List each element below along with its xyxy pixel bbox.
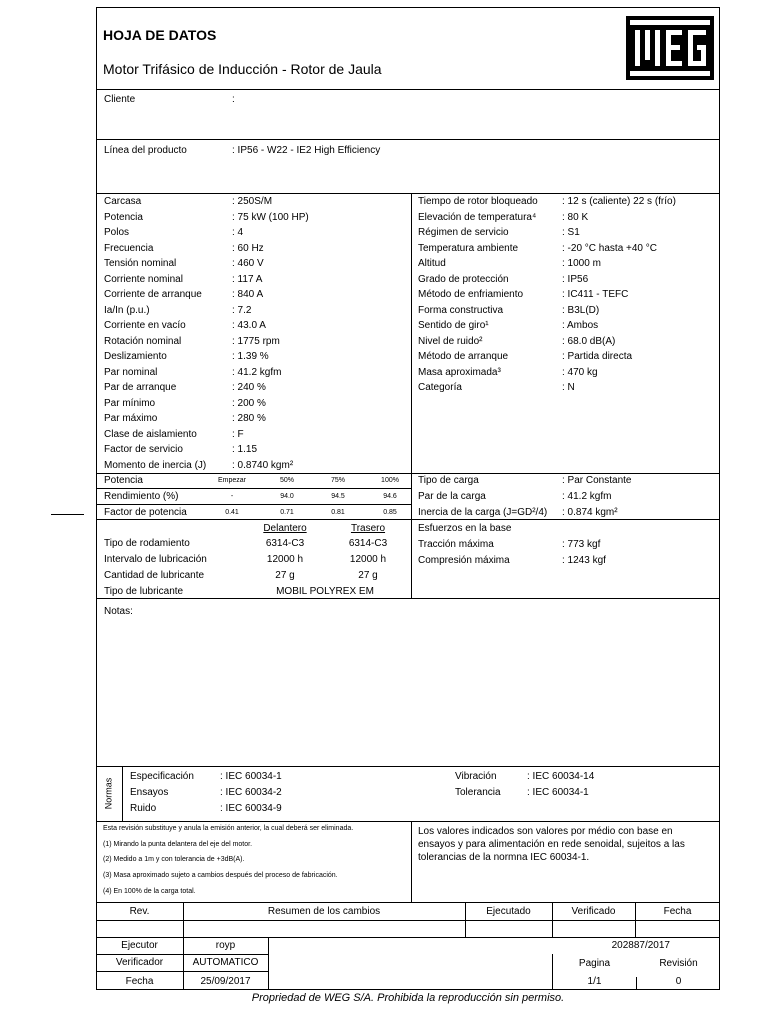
spec-left-label: Rotación nominal — [104, 335, 182, 347]
spec-left-label: Factor de servicio — [104, 444, 183, 455]
spec-left-value: : 0.8740 kgm² — [232, 459, 294, 471]
page-label: Pagina — [578, 958, 611, 969]
rev-header: Resumen de los cambios — [267, 906, 381, 917]
force-label: Compresión máxima — [418, 555, 510, 566]
info-text: Los valores indicados son valores por médio con base en — [418, 826, 673, 837]
forces-title: Esfuerzos en la base — [418, 523, 512, 534]
page-subtitle: Motor Trifásico de Inducción - Rotor de Jaula — [103, 61, 382, 77]
spec-left-label: Corriente en vacío — [104, 320, 186, 331]
norm-value: : IEC 60034-1 — [527, 787, 589, 798]
spec-right-label: Tiempo de rotor bloqueado — [418, 196, 538, 207]
spec-left-value: : 4 — [232, 227, 244, 238]
footnote: (4) En 100% de la carga total. — [103, 888, 196, 895]
spec-right-value: : 12 s (caliente) 22 s (frío) — [562, 196, 676, 207]
norm-value: : IEC 60034-1 — [220, 771, 282, 782]
page-title: HOJA DE DATOS — [103, 27, 217, 43]
perf-header-start: Empezar — [217, 477, 246, 484]
spec-right-label: Forma constructiva — [418, 304, 504, 316]
bearing-rear-header: Trasero — [350, 523, 386, 534]
load-label: Tipo de carga — [418, 475, 479, 486]
signoff-label: Verificador — [115, 957, 164, 968]
spec-right-label: Categoría — [418, 382, 462, 393]
bearing-row-label: Cantidad de lubricante — [104, 570, 205, 581]
spec-left-label: Potencia — [104, 211, 143, 223]
spec-right-label: Grado de protección — [418, 273, 509, 285]
spec-left-value: : 250S/M — [232, 196, 273, 207]
lubricant-label: Tipo de lubricante — [104, 586, 184, 597]
page-value: 1/1 — [587, 976, 602, 987]
spec-left-label: Momento de inercia (J) — [104, 459, 207, 471]
bearing-row-label: Intervalo de lubricación — [104, 554, 207, 565]
bearing-front-value: 27 g — [275, 570, 295, 581]
spec-left-label: Polos — [104, 227, 130, 238]
spec-right-label: Método de arranque — [418, 351, 509, 362]
spec-right-value: : Partida directa — [562, 351, 633, 362]
spec-left-value: : 1.39 % — [232, 351, 269, 362]
spec-left-label: Deslizamiento — [104, 351, 167, 362]
spec-right-value: : 68.0 dB(A) — [562, 335, 616, 347]
load-value: : 0.874 kgm² — [562, 507, 618, 518]
revision-value: 0 — [675, 976, 682, 987]
norm-label: Ensayos — [130, 787, 169, 798]
signoff-label: Ejecutor — [121, 940, 158, 951]
info-text: ensayos y para alimentación en rede senoidal, sujeitos a las — [418, 839, 685, 850]
spec-left-label: Corriente de arranque — [104, 289, 202, 300]
spec-left-label: Par mínimo — [104, 397, 156, 409]
notes-label: Notas: — [104, 606, 133, 617]
perf-header-75: 75% — [330, 477, 345, 484]
rev-header: Fecha — [663, 906, 692, 917]
spec-left-value: : 60 Hz — [232, 242, 264, 254]
spec-left-label: Frecuencia — [104, 242, 154, 254]
spec-left-value: : 460 V — [232, 258, 264, 269]
spec-right-label: Nivel de ruido² — [418, 335, 483, 347]
perf-row-efficiency-label: Rendimiento (%) — [104, 491, 179, 502]
norm-value: : IEC 60034-14 — [527, 771, 595, 782]
spec-left-label: Par máximo — [104, 413, 158, 424]
load-label: Par de la carga — [418, 491, 486, 502]
footnote: (1) Mirando la punta delantera del eje del motor. — [103, 841, 253, 848]
spec-right-label: Elevación de temperatura⁴ — [418, 211, 537, 223]
spec-left-value: : 7.2 — [232, 304, 252, 316]
spec-right-value: : B3L(D) — [562, 304, 600, 316]
spec-left-label: Par de arranque — [104, 382, 177, 393]
footnote: (2) Medido a 1m y con tolerancia de +3dB(A). — [103, 856, 245, 863]
norms-side-label: Normas — [103, 777, 114, 810]
perf-row-pf-label: Factor de potencia — [104, 507, 187, 518]
load-label: Inercia de la carga (J=GD²/4) — [418, 507, 548, 518]
spec-left-value: : 75 kW (100 HP) — [232, 211, 309, 223]
bearing-row-label: Tipo de rodamiento — [104, 538, 190, 549]
bearing-front-header: Delantero — [263, 523, 307, 534]
doc-number: 202887/2017 — [611, 940, 670, 951]
spec-left-value: : 240 % — [232, 382, 266, 393]
spec-left-value: : 117 A — [232, 273, 263, 285]
bearing-rear-value: 6314-C3 — [348, 538, 388, 549]
rev-header: Verificado — [571, 906, 616, 917]
bearing-front-value: 12000 h — [266, 554, 304, 565]
spec-left-value: : 1.15 — [232, 444, 258, 455]
spec-left-value: : 41.2 kgfm — [232, 366, 282, 378]
rev-header: Rev. — [129, 906, 150, 917]
load-value: : Par Constante — [562, 475, 632, 486]
spec-right-value: : -20 °C hasta +40 °C — [562, 242, 657, 254]
product-line-label: Línea del producto — [104, 145, 187, 156]
product-line-value: : IP56 - W22 - IE2 High Efficiency — [232, 145, 381, 156]
spec-left-value: : 280 % — [232, 413, 266, 424]
signoff-label: Fecha — [125, 976, 154, 987]
spec-right-label: Temperatura ambiente — [418, 242, 519, 254]
spec-right-label: Régimen de servicio — [418, 227, 509, 238]
norm-value: : IEC 60034-2 — [220, 787, 282, 798]
signoff-value: royp — [215, 940, 236, 951]
perf-header-100: 100% — [381, 477, 399, 484]
spec-right-value: : 470 kg — [562, 366, 598, 378]
bearing-rear-value: 12000 h — [349, 554, 387, 565]
client-value: : — [232, 94, 235, 105]
spec-right-value: : 1000 m — [562, 258, 601, 269]
spec-right-label: Método de enfriamiento — [418, 289, 524, 300]
signoff-value: AUTOMATICO — [192, 957, 259, 968]
force-value: : 1243 kgf — [562, 555, 606, 566]
spec-left-value: : 1775 rpm — [232, 335, 280, 347]
weg-logo — [626, 16, 714, 80]
revision-label: Revisión — [659, 958, 698, 969]
spec-left-value: : 200 % — [232, 397, 266, 409]
perf-header-label: Potencia — [104, 475, 143, 486]
spec-right-label: Altitud — [418, 258, 446, 269]
perf-cell: 0.71 — [280, 509, 294, 516]
spec-right-value: : IC411 - TEFC — [562, 289, 629, 300]
load-value: : 41.2 kgfm — [562, 491, 612, 502]
spec-left-label: Carcasa — [104, 196, 142, 207]
spec-left-label: Tensión nominal — [104, 258, 177, 269]
perf-cell: 94.0 — [280, 493, 294, 500]
spec-left-value: : 43.0 A — [232, 320, 266, 331]
spec-left-value: : 840 A — [232, 289, 264, 300]
spec-left-value: : F — [232, 428, 244, 440]
margin-mark — [51, 514, 84, 515]
perf-cell: 94.6 — [383, 493, 397, 500]
spec-right-value: : 80 K — [562, 211, 589, 223]
info-text: tolerancias de la normna IEC 60034-1. — [418, 852, 590, 863]
norm-label: Especificación — [130, 771, 194, 782]
spec-right-label: Sentido de giro¹ — [418, 320, 489, 331]
norm-label: Tolerancia — [455, 787, 501, 798]
spec-right-value: : N — [562, 382, 575, 393]
client-label: Cliente — [104, 94, 136, 105]
bearing-rear-value: 27 g — [358, 570, 378, 581]
rev-header: Ejecutado — [486, 906, 531, 917]
perf-cell: 94.5 — [331, 493, 345, 500]
spec-right-value: : IP56 — [562, 273, 589, 285]
spec-right-value: : S1 — [562, 227, 580, 238]
force-value: : 773 kgf — [562, 539, 601, 550]
lubricant-value: MOBIL POLYREX EM — [276, 586, 374, 597]
spec-left-label: Clase de aislamiento — [104, 428, 197, 440]
perf-cell: 0.81 — [331, 509, 345, 516]
norm-label: Ruido — [130, 803, 157, 814]
bearing-front-value: 6314-C3 — [265, 538, 305, 549]
norm-label: Vibración — [455, 771, 497, 782]
perf-cell: 0.41 — [225, 509, 239, 516]
signoff-value: 25/09/2017 — [200, 976, 251, 987]
spec-left-label: Ia/In (p.u.) — [104, 304, 150, 316]
spec-right-value: : Ambos — [562, 320, 599, 331]
spec-right-label: Masa aproximada³ — [418, 366, 501, 378]
spec-left-label: Par nominal — [104, 366, 158, 378]
footnote: (3) Masa aproximado sujeto a cambios después del proceso de fabricación. — [103, 872, 338, 879]
perf-header-50: 50% — [279, 477, 294, 484]
footnote: Esta revisión substituye y anula la emisión anterior, la cual deberá ser eliminada. — [103, 825, 354, 832]
norm-value: : IEC 60034-9 — [220, 803, 282, 814]
perf-cell: - — [230, 493, 234, 500]
spec-left-label: Corriente nominal — [104, 273, 183, 285]
perf-cell: 0.85 — [383, 509, 397, 516]
force-label: Tracción máxima — [418, 539, 494, 550]
footer-copyright: Propriedad de WEG S/A. Prohibida la reproducción sin permiso. — [251, 992, 565, 1004]
